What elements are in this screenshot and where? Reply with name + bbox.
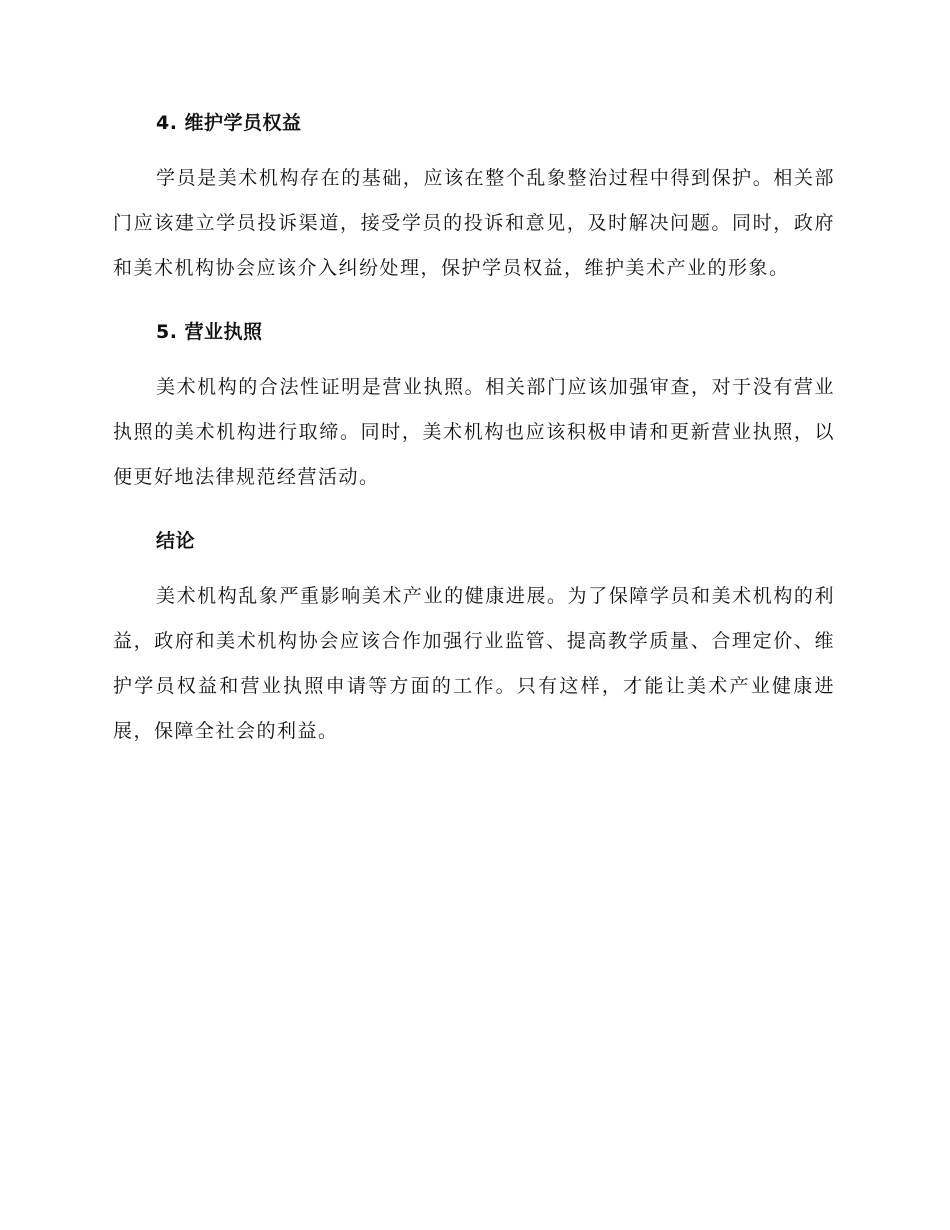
section-heading-conclusion: 结论 xyxy=(156,530,196,552)
document-page xyxy=(113,110,835,754)
section-heading-protect-student-rights: 4. 维护学员权益 xyxy=(156,112,302,134)
section-paragraph-protect-student-rights: 学员是美术机构存在的基础，应该在整个乱象整治过程中得到保护。相关部门应该建立学员投诉渠道，接受学员的投诉和意见，及时解决问题。同时，政府和美术机构协会应该介入纠纷处理，保护学员权益，维护美术产业的形象。 xyxy=(113,167,835,279)
section-paragraph-conclusion: 美术机构乱象严重影响美术产业的健康进展。为了保障学员和美术机构的利益，政府和美术机构协会应该合作加强行业监管、提高教学质量、合理定价、维护学员权益和营业执照申请等方面的工作。只有这样，才能让美术产业健康进展，保障全社会的利益。 xyxy=(113,585,835,742)
section-paragraph-business-license: 美术机构的合法性证明是营业执照。相关部门应该加强审查，对于没有营业执照的美术机构进行取缔。同时，美术机构也应该积极申请和更新营业执照，以便更好地法律规范经营活动。 xyxy=(113,376,835,488)
section-heading-business-license: 5. 营业执照 xyxy=(156,321,263,343)
